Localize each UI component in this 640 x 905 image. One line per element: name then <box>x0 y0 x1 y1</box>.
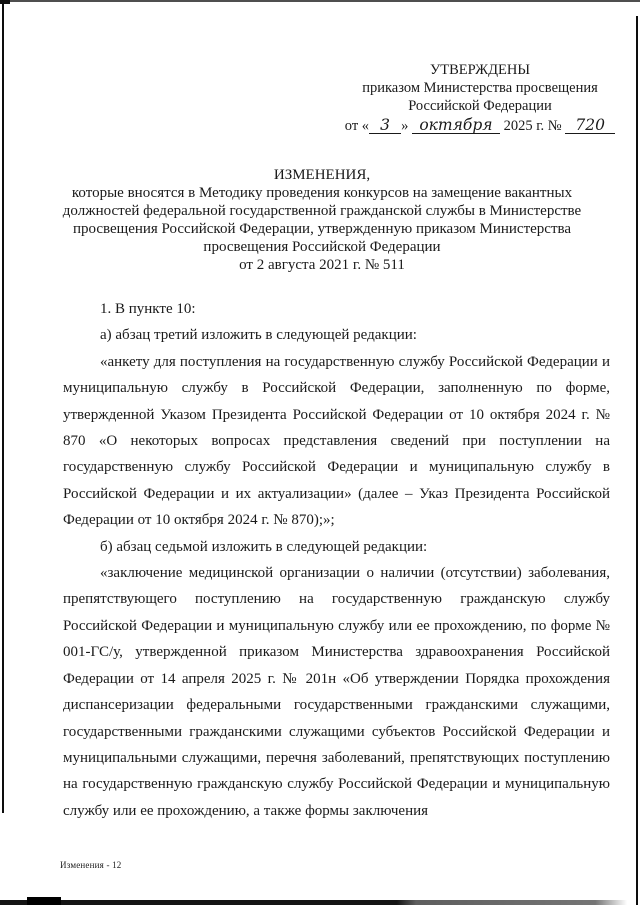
approval-line-2: приказом Министерства просвещения <box>362 80 598 96</box>
scan-edge-blob <box>27 897 61 905</box>
title-order-reference: от 2 августа 2021 г. № 511 <box>239 257 405 273</box>
document-title <box>40 166 604 274</box>
order-number-handwritten: 720 <box>565 118 615 134</box>
document-body <box>63 296 610 824</box>
title-body: которые вносятся в Методику проведения конкурсов на замещение вакантных должностей федеральной государственной гражданской службы в Министерстве просвещения Российской Федерации, утвержденную приказом Министерства просвещения Российской Федерации <box>62 185 582 255</box>
approval-line-3: Российской Федерации <box>408 98 552 114</box>
scan-edge-bottom <box>0 900 640 905</box>
date-close-quote: » <box>401 118 409 134</box>
date-year-number-label: 2025 г. № <box>503 118 562 134</box>
paragraph-anketa-text: «анкету для поступления на государственную службу Российской Федерации и муниципальную службу в Российской Федерации, заполненную по форме, утвержденной Указом Президента Российской Федерации от 10 октября 2024 г. № 870 «О некоторых вопросах представления сведений при поступлении на государственную службу Российской Федерации и муниципальную службу в Российской Федерации и их актуализации» (далее – Указ Президента Российской Федерации от 10 октября 2024 г. № 870);»; <box>63 353 610 529</box>
date-month-handwritten: октября <box>412 118 500 134</box>
scan-edge-right <box>636 16 638 905</box>
paragraph-subpoint-a: а) абзац третий изложить в следующей редакции: <box>100 327 417 344</box>
approval-line-1: УТВЕРЖДЕНЫ <box>429 62 531 78</box>
paragraph-zakluchenie-text: «заключение медицинской организации о наличии (отсутствии) заболевания, препятствующего поступлению на государственную гражданскую службу Российской Федерации и муниципальную службу или ее прохождению, по форме № 001-ГС/у, утвержденной приказом Министерства здравоохранения Российской Федерации от 14 апреля 2025 г. № 201н «Об утверждении Порядка прохождения диспансеризации федеральными государственными гражданскими служащими, государственными гражданскими служащими субъектов Российской Федерации и муниципальными служащими, перечня заболеваний, препятствующих поступлению на государственную гражданскую службу Российской Федерации и муниципальную службу или ее прохождению, а также формы заключения <box>63 565 610 819</box>
approval-block <box>334 61 626 135</box>
scan-edge-left <box>2 3 4 813</box>
paragraph-point-1: 1. В пункте 10: <box>100 301 196 317</box>
date-day-handwritten: 3 <box>369 118 401 134</box>
approval-date-line <box>334 117 626 135</box>
page-footer-label: Изменения - 12 <box>60 860 122 870</box>
date-prefix: от « <box>344 118 370 134</box>
scan-edge-top <box>0 0 640 2</box>
paragraph-subpoint-b: б) абзац седьмой изложить в следующей редакции: <box>100 538 428 555</box>
title-heading: ИЗМЕНЕНИЯ, <box>273 167 371 183</box>
